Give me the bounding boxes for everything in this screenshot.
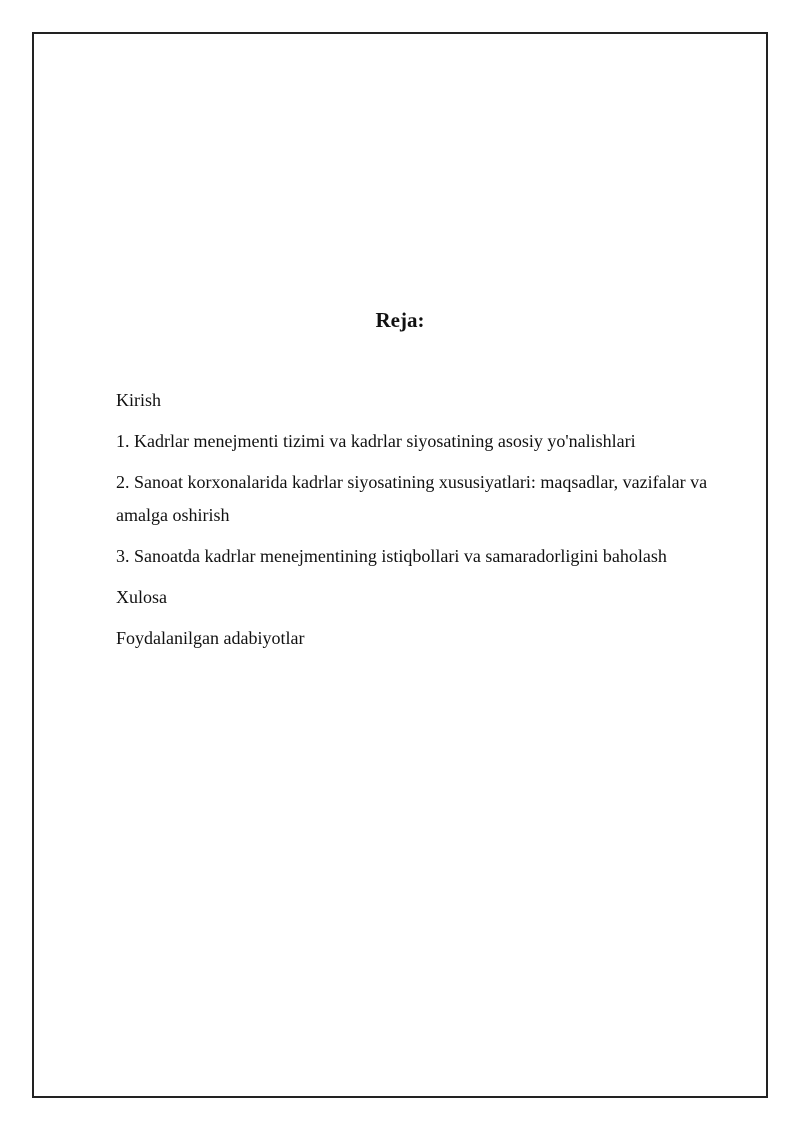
plan-item-3: 3. Sanoatda kadrlar menejmentining istiqbollari va samaradorligini baholash — [116, 546, 667, 566]
plan-item-conclusion: Xulosa — [116, 587, 167, 607]
page-frame — [32, 32, 768, 1098]
page-title: Reja: — [375, 308, 425, 332]
plan-item-references: Foydalanilgan adabiyotlar — [116, 628, 305, 648]
plan-list — [116, 384, 746, 663]
plan-item-introduction: Kirish — [116, 390, 161, 410]
plan-item-2: 2. Sanoat korxonalarida kadrlar siyosatining xususiyatlari: maqsadlar, vazifalar va amalga oshirish — [116, 472, 708, 525]
plan-item-1: 1. Kadrlar menejmenti tizimi va kadrlar siyosatining asosiy yo'nalishlari — [116, 431, 636, 451]
